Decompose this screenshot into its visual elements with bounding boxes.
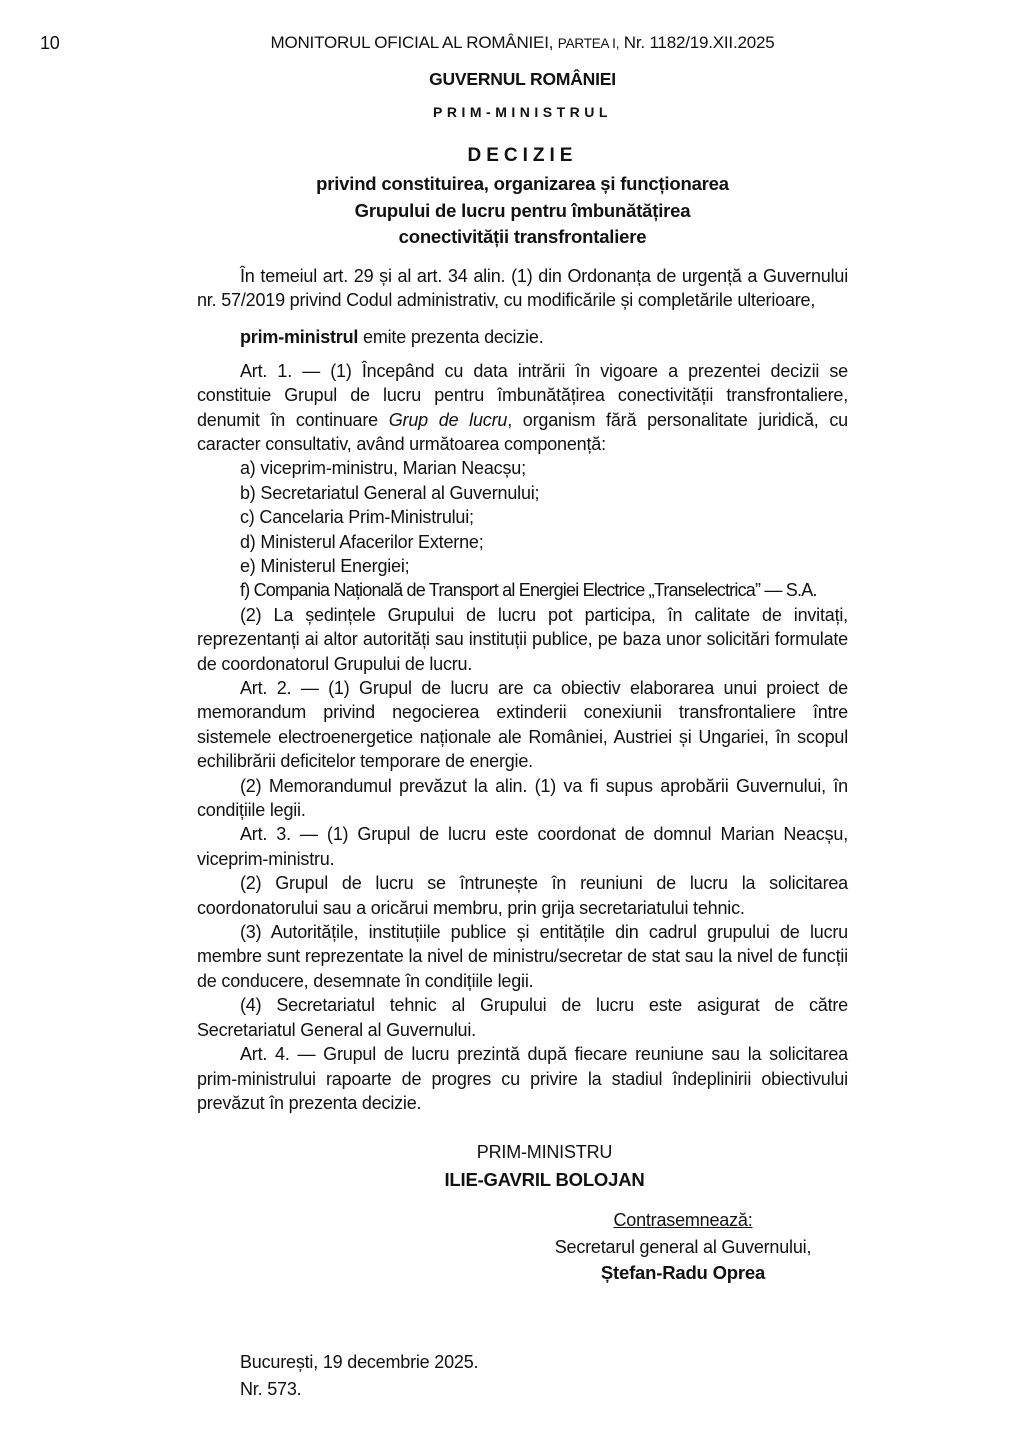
page-number: 10 <box>40 33 60 53</box>
paragraph-item-d: d) Ministerul Afacerilor Externe; <box>240 531 484 552</box>
decision-number: Nr. 573. <box>240 1379 302 1400</box>
gazette-part: PARTEA I, <box>557 36 620 51</box>
paragraph-item-b: b) Secretariatul General al Guvernului; <box>240 482 540 503</box>
place-and-date: București, 19 decembrie 2025. <box>240 1351 479 1372</box>
paragraph-art-3-4: (4) Secretariatul tehnic al Grupului de lucru este asigurat de către Secretariatul General al Guvernului. <box>197 995 848 1040</box>
running-header-text <box>197 33 848 53</box>
countersign-name: Ștefan-Radu Oprea <box>600 1262 766 1284</box>
subtitle-line-1: privind constituirea, organizarea și funcționarea <box>316 173 729 194</box>
paragraph-item-a: a) viceprim-ministru, Marian Neacșu; <box>240 458 526 479</box>
paragraph-art-4: Art. 4. — Grupul de lucru prezintă după fiecare reuniune sau la solicitarea prim-ministrului rapoarte de progres cu privire la stadiul îndeplinirii obiectivului prevăzut în prezenta decizie. <box>197 1044 848 1113</box>
document-column <box>197 69 848 1404</box>
paragraph-preamble: În temeiul art. 29 și al art. 34 alin. (1) din Ordonanța de urgență a Guvernului nr. 57/2019 privind Codul administrativ, cu modificările și completările ulterioare, <box>197 265 848 310</box>
paragraph-item-e: e) Ministerul Energiei; <box>240 555 410 576</box>
countersign-role: Secretarul general al Guvernului, <box>554 1236 812 1257</box>
subtitle-line-2: Grupului de lucru pentru îmbunătățirea <box>354 199 691 221</box>
paragraph-art-2-2: (2) Memorandumul prevăzut la alin. (1) va fi supus aprobării Guvernului, în condițiile legii. <box>197 775 848 821</box>
document-type-title: DECIZIE <box>467 145 578 166</box>
paragraph-art-1-1: Art. 1. — (1) Începând cu data intrării în vigoare a prezentei decizii se constituie Grupul de lucru pentru îmbunătățirea conectivității transfrontaliere, denumit în continuare Grup de lucru, organism fără personalitate juridică, cu caracter consultativ, având următoarea componență: <box>197 360 848 454</box>
subtitle-line-3: conectivității transfrontaliere <box>398 226 647 247</box>
document-footer <box>197 1349 848 1404</box>
paragraph-art-3-2: (2) Grupul de lucru se întrunește în reuniuni de lucru la solicitarea coordonatorului sau a oricărui membru, prin grija secretariatului tehnic. <box>197 873 848 918</box>
gazette-issue: Nr. 1182/19.XII.2025 <box>623 33 775 52</box>
gazette-title: MONITORUL OFICIAL AL ROMÂNIEI, <box>270 33 554 52</box>
issuer-office: PRIM-MINISTRUL <box>433 104 612 120</box>
prime-minister-title: PRIM-MINISTRU <box>476 1142 613 1163</box>
issuer-name: GUVERNUL ROMÂNIEI <box>429 69 616 89</box>
prime-minister-signature-block <box>219 1139 870 1193</box>
document-subtitle <box>197 171 848 251</box>
paragraph-item-f: f) Compania Națională de Transport al Energiei Electrice „Transelectrica” — S.A. <box>240 580 817 601</box>
paragraph-decision-formula: prim-ministrul emite prezenta decizie. <box>240 327 544 348</box>
paragraph-item-c: c) Cancelaria Prim-Ministrului; <box>240 507 474 528</box>
document-body <box>197 264 848 1116</box>
paragraph-art-2-1: Art. 2. — (1) Grupul de lucru are ca obiectiv elaborarea unui proiect de memorandum privind negocierea extinderii conexiunii transfrontaliere între sistemele electroenergetice naționale ale României, Austriei și Ungariei, în scopul echilibrării deficitelor temporare de energie. <box>197 678 848 772</box>
prime-minister-name: ILIE-GAVRIL BOLOJAN <box>444 1169 645 1191</box>
paragraph-art-3-3: (3) Autoritățile, instituțiile publice și entitățile din cadrul grupului de lucru membre sunt reprezentate la nivel de ministru/secretar de stat sau la nivel de funcții de conducere, desemnate în condițiile legii. <box>197 922 848 991</box>
countersign-label: Contrasemnează: <box>613 1210 753 1231</box>
countersignature-block <box>548 1207 818 1287</box>
running-head <box>0 0 1036 56</box>
paragraph-art-3-1: Art. 3. — (1) Grupul de lucru este coordonat de domnul Marian Neacșu, viceprim-ministru. <box>197 824 848 869</box>
paragraph-art-1-2: (2) La ședințele Grupului de lucru pot participa, în calitate de invitați, reprezentanți ai altor autorități sau instituții publice, pe baza unor solicitări formulate de coordonatorul Grupului de lucru. <box>197 604 848 674</box>
